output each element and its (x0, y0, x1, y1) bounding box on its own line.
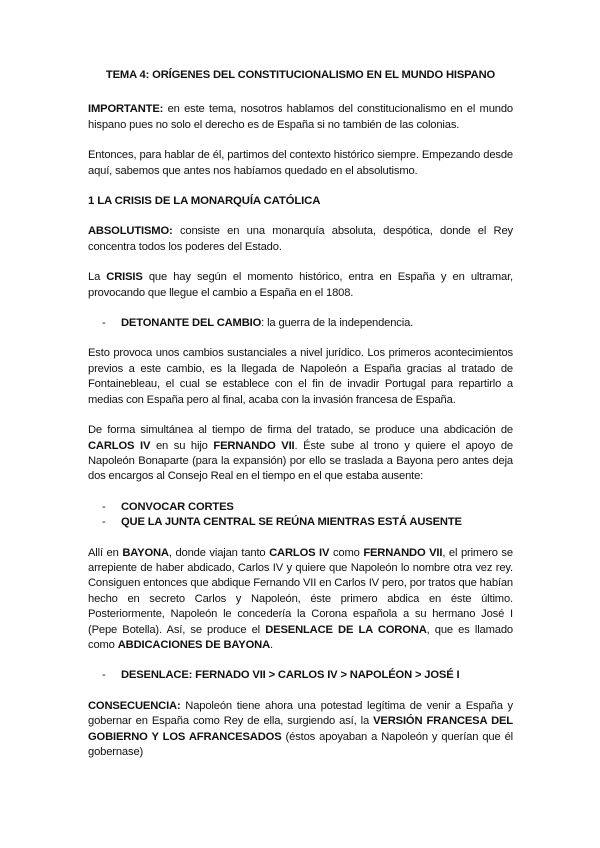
text-run: . (270, 638, 273, 651)
text-run: en su hijo (150, 439, 214, 452)
absolutismo-label: ABSOLUTISMO: (88, 225, 173, 238)
list-item (88, 316, 513, 331)
simultanea-paragraph (88, 423, 513, 485)
detonante-text: : la guerra de la independencia. (261, 317, 414, 330)
cambios-paragraph: Esto provoca unos cambios sustanciales a nivel jurídico. Los primeros acontecimientos previos a este cambio, es la llegada de Napoleón a España gracias al tratado de Fontainebleau, el cual se establece con el fin de invadir Portugal para repartirlo a medias con España pero al final, acaba con la invasión francesa de España. (88, 347, 513, 406)
document-body (88, 68, 513, 775)
text-run: (éstos apoyaban a Napoleón y querían que él gobernase) (88, 730, 513, 758)
bold-run: FERNANDO VII (213, 439, 295, 452)
encargos-list (88, 500, 513, 531)
bold-run: DESENLACE DE LA CORONA (265, 623, 427, 636)
bold-run: VERSIÓN FRANCESA DEL GOBIERNO Y LOS AFRANCESADOS (88, 715, 513, 743)
encargo-label: CONVOCAR CORTES (121, 500, 234, 513)
intro-text: en este tema, nosotros hablamos del constitucionalismo en el mundo hispano pues no solo el derecho es de España si no también de las colonias. (88, 103, 513, 131)
bold-run: CARLOS IV (88, 439, 151, 452)
text-run: , que es llamado como (88, 623, 513, 651)
bold-run: CARLOS IV (269, 546, 330, 559)
text-run: De forma simultánea al tiempo de firma del tratado, se produce una abdicación de (88, 424, 513, 437)
absolutismo-paragraph (88, 224, 513, 255)
crisis-paragraph (88, 270, 513, 301)
encargo-label: QUE LA JUNTA CENTRAL SE REÚNA MIENTRAS ESTÁ AUSENTE (121, 516, 462, 529)
desenlace-label: DESENLACE: FERNADO VII > CARLOS IV > NAPOLÉON > JOSÉ I (121, 669, 460, 682)
intro-label: IMPORTANTE: (88, 103, 164, 116)
text-run: Allí en (88, 546, 123, 559)
text-run: , donde viajan tanto (168, 546, 270, 559)
absolutismo-text: consiste en una monarquía absoluta, despótica, donde el Rey concentra todos los poderes del Estado. (88, 225, 513, 253)
consecuencia-label: CONSECUENCIA: (88, 699, 181, 712)
crisis-text: que hay según el momento histórico, entra en España y en ultramar, provocando que llegue el cambio a España en el 1808. (88, 271, 513, 299)
consecuencia-paragraph (88, 699, 513, 761)
crisis-pre: La (88, 271, 107, 284)
crisis-label: CRISIS (106, 271, 143, 284)
bold-run: FERNANDO VII (363, 546, 443, 559)
text-run: Napoleón tiene ahora una potestad legítima de venir a España y gobernar en España como Rey de ella, surgiendo así, la (88, 699, 513, 728)
list-item (88, 500, 513, 515)
bayona-paragraph (88, 546, 513, 654)
desenlace-list (88, 668, 513, 683)
bold-run: ABDICACIONES DE BAYONA (117, 638, 271, 651)
list-item (88, 515, 513, 530)
dash-bullet: - (102, 669, 106, 682)
list-item (88, 668, 513, 683)
dash-bullet: - (102, 500, 106, 513)
bold-run: BAYONA (122, 546, 169, 559)
context-paragraph: Entonces, para hablar de él, partimos del contexto histórico siempre. Empezando desde aquí, sabemos que antes nos habíamos quedado en el absolutismo. (88, 149, 513, 177)
detonante-list (88, 316, 513, 331)
text-run: . Éste sube al trono y quiere el apoyo de Napoleón Bonaparte (para la expansión) por ello se traslada a Bayona pero antes deja dos encargos al Consejo Real en el tiempo en el que estaba ausente: (88, 439, 513, 483)
text-run: como (329, 546, 364, 559)
dash-bullet: - (102, 317, 106, 330)
page-title: TEMA 4: ORÍGENES DEL CONSTITUCIONALISMO EN EL MUNDO HISPANO (105, 69, 496, 81)
dash-bullet: - (102, 516, 106, 529)
section-heading: 1 LA CRISIS DE LA MONARQUÍA CATÓLICA (88, 195, 321, 208)
detonante-label: DETONANTE DEL CAMBIO (121, 317, 262, 330)
intro-paragraph (88, 102, 513, 133)
text-run: , el primero se arrepiente de haber abdicado, Carlos IV y quiere que Napoleón lo nombre otra vez rey. Consiguen entonces que abdique Fernando VII en Carlos IV pero, por tratos que habían hecho en secreto Carlos y Napoleón, éste primero abdica en éste último. Posteriormente, Napoleón le concedería la Corona española a su hermano José I (Pepe Botella). Así, se produce el (88, 546, 513, 636)
